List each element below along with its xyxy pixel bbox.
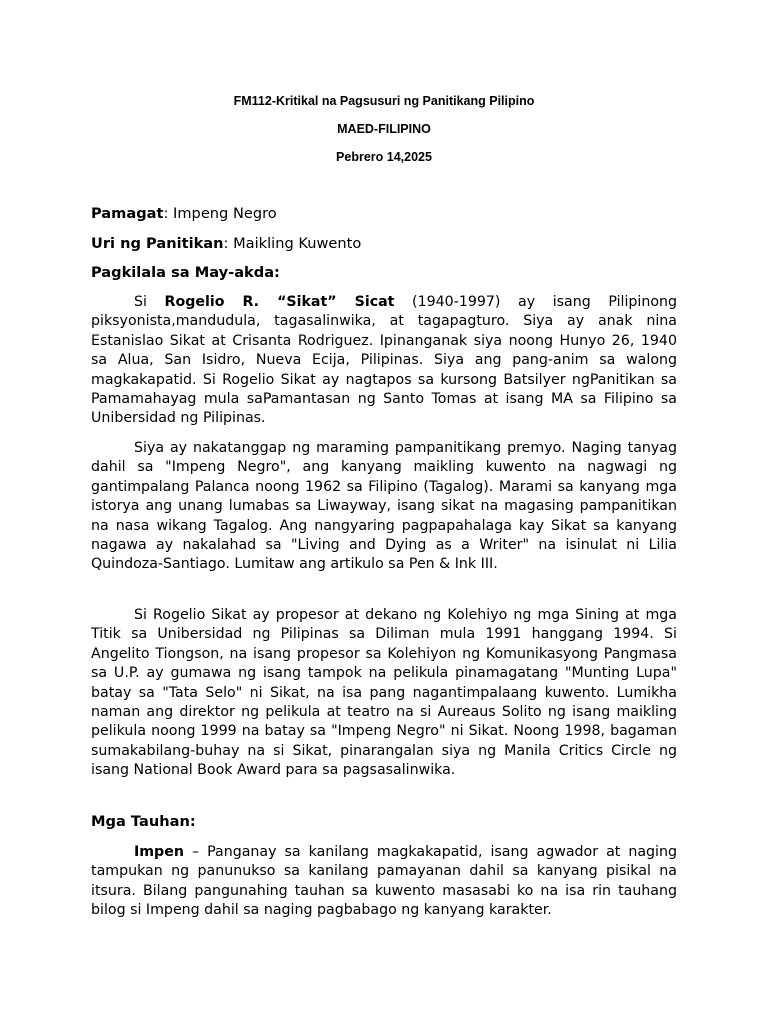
program-name: MAED-FILIPINO bbox=[337, 122, 431, 136]
author-paragraph-3-wrap bbox=[91, 606, 677, 781]
characters-heading: Mga Tauhan: bbox=[91, 813, 196, 830]
title-value: : Impeng Negro bbox=[163, 205, 277, 222]
document-date: Pebrero 14,2025 bbox=[336, 150, 432, 164]
character-impen: Impen – Panganay sa kanilang magkakapatid, isang agwador at naging tampukan ng panunukso sa kanilang pamayanan dahil sa kanyang pisikal na itsura. Bilang pangunahing tauhan sa kuwento masasabi ko na isa rin tauhang bilog si Impeng dahil sa naging pagbabago ng kanyang karakter. bbox=[91, 844, 677, 919]
course-title: FM112-Kritikal na Pagsusuri ng Panitikang Pilipino bbox=[233, 94, 535, 108]
author-section bbox=[91, 293, 677, 429]
characters-section bbox=[91, 843, 677, 921]
genre-label: Uri ng Panitikan bbox=[91, 235, 224, 252]
character-name: Impen bbox=[134, 844, 184, 860]
author-paragraph-2-wrap bbox=[91, 439, 677, 575]
title-label: Pamagat bbox=[91, 205, 164, 222]
genre-value: : Maikling Kuwento bbox=[223, 235, 362, 252]
author-heading: Pagkilala sa May-akda: bbox=[91, 264, 280, 281]
author-paragraph-3: Si Rogelio Sikat ay propesor at dekano ng Kolehiyo ng mga Sining at mga Titik sa Unibersidad ng Pilipinas sa Diliman mula 1991 hanggang 1994. Si Angelito Tiongson, na isang propesor sa Kolehiyon ng Komunikasyong Pangmasa sa U.P. ay gumawa ng isang tampok na pelikula pinamagatang "Munting Lupa" batay sa "Tata Selo" ni Sikat, na isa pang nagantimpalaang kuwento. Lumikha naman ang direktor ng pelikula at teatro na si Aureaus Solito ng isang maikling pelikula noong 1999 na batay sa "Impeng Negro" ni Sikat. Noong 1998, bagaman sumakabilang-buhay na si Sikat, pinarangalan siya ng Manila Critics Circle ng isang National Book Award para sa pagsasalinwika. bbox=[91, 607, 677, 779]
author-paragraph-1: Si Rogelio R. “Sikat” Sicat (1940-1997) ay isang Pilipinong piksyonista,mandudula, tagasalinwika, at tagapagturo. Siya ay anak nina Estanislao Sikat at Crisanta Rodriguez. Ipinanganak siya noong Hunyo 26, 1940 sa Alua, San Isidro, Nueva Ecija, Pilipinas. Siya ang pang-anim sa walong magkakapatid. Si Rogelio Sikat ay nagtapos sa kursong Batsilyer ngPanitikan sa Pamamahayag mula saPamantasan ng Santo Tomas at isang MA sa Filipino sa Unibersidad ng Pilipinas. bbox=[91, 294, 678, 427]
author-paragraph-2: Siya ay nakatanggap ng maraming pampanitikang premyo. Naging tanyag dahil sa "Impeng Negro", ang kanyang maikling kuwento na nagwagi ng gantimpalang Palanca noong 1962 sa Filipino (Tagalog). Marami sa kanyang mga istorya ang unang lumabas sa Liwayway, isang sikat na magasing pampanitikan na nasa wikang Tagalog. Ang nangyaring pagpapahalaga kay Sikat sa kanyang nagawa ay nakalahad sa "Living and Dying as a Writer" na isinulat ni Lilia Quindoza-Santiago. Lumitaw ang artikulo sa Pen & Ink III. bbox=[91, 440, 677, 573]
author-name: Rogelio R. “Sikat” Sicat bbox=[164, 294, 395, 310]
title-line bbox=[91, 205, 277, 222]
genre-line bbox=[91, 235, 361, 252]
